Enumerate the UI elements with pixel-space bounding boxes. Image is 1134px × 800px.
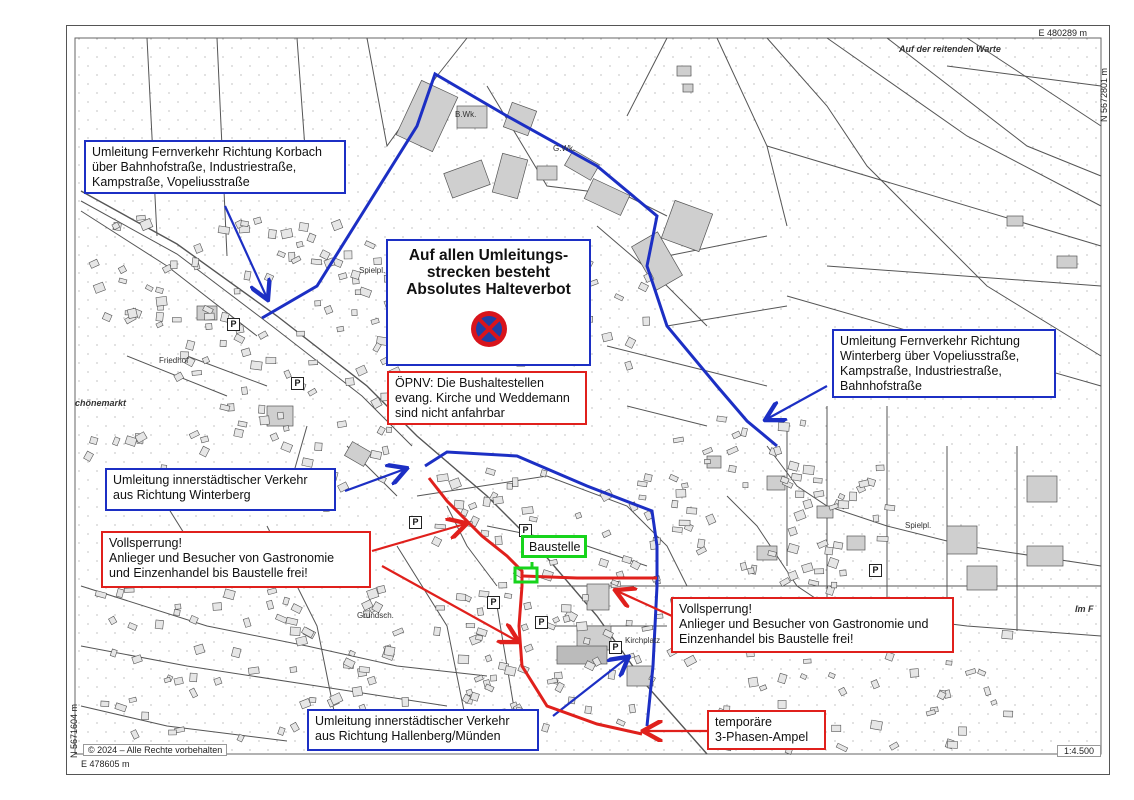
oepnv-line: sind nicht anfahrbar: [395, 406, 505, 420]
house: [490, 675, 496, 681]
house: [260, 416, 270, 425]
house: [436, 606, 445, 610]
house: [297, 331, 305, 336]
house: [576, 622, 587, 631]
oepnv-line: evang. Kirche und Weddemann: [395, 391, 570, 405]
house: [171, 261, 177, 269]
house: [204, 313, 214, 320]
house: [687, 508, 697, 515]
house: [629, 704, 636, 713]
house: [127, 308, 137, 318]
detour-innerstadt-winterberg-line: aus Richtung Winterberg: [113, 488, 251, 502]
ampel-line: 3-Phasen-Ampel: [715, 730, 809, 744]
house: [877, 536, 888, 541]
parking-icon: P: [291, 377, 304, 390]
vollsperrung-left-line: Anlieger und Besucher von Gastronomie: [109, 551, 335, 565]
detour-korbach-line: über Bahnhofstraße, Industriestraße,: [92, 160, 297, 174]
house: [175, 604, 181, 609]
house: [192, 258, 199, 267]
house: [585, 706, 592, 714]
coordinate-left-vertical: N 5671604 m: [69, 703, 79, 758]
house: [337, 421, 347, 428]
house: [838, 501, 849, 509]
house: [244, 271, 251, 280]
house: [910, 669, 919, 678]
house: [169, 730, 177, 735]
house: [136, 215, 145, 220]
label-im: Im F: [1075, 604, 1094, 614]
vollsperrung-right-line: Anlieger und Besucher von Gastronomie und: [679, 617, 929, 631]
house: [743, 483, 748, 488]
house: [814, 569, 823, 574]
house: [524, 602, 532, 610]
label-spielpl-1: Spielpl.: [359, 266, 386, 275]
house: [384, 646, 395, 656]
house: [315, 443, 323, 451]
copyright: © 2024 – Alle Rechte vorbehalten: [83, 744, 227, 756]
house: [475, 635, 482, 641]
label-spielpl-2: Spielpl.: [905, 521, 932, 530]
house: [507, 483, 512, 489]
house: [870, 720, 882, 730]
house: [466, 623, 475, 627]
house: [309, 697, 316, 702]
house: [156, 312, 164, 321]
house: [885, 505, 895, 511]
house: [435, 524, 446, 529]
detour-winterberg-line: Bahnhofstraße: [840, 379, 922, 393]
house: [563, 615, 570, 622]
house: [947, 741, 958, 748]
parking-icon: P: [227, 318, 240, 331]
detour-winterberg-fern-box: [832, 329, 1056, 398]
house: [477, 608, 484, 616]
house: [355, 290, 361, 295]
house: [218, 226, 230, 234]
vollsperrung-right-line: Einzenhandel bis Baustelle frei!: [679, 632, 854, 646]
house: [493, 496, 504, 504]
house: [192, 370, 202, 375]
ampel-box: [707, 710, 826, 750]
house: [352, 687, 363, 697]
house: [124, 588, 134, 592]
detour-innerstadt-winterberg-box: [105, 468, 336, 511]
house: [250, 361, 262, 370]
house: [190, 673, 198, 682]
vollsperrung-right-box: [671, 597, 954, 653]
halteverbot-line-1: Auf allen Umleitungs-: [408, 247, 569, 264]
house: [512, 478, 518, 487]
scale: 1:4.500: [1057, 745, 1101, 757]
house: [172, 318, 181, 322]
house: [639, 495, 646, 500]
house: [101, 701, 109, 707]
house: [582, 595, 588, 601]
house: [561, 605, 571, 613]
house: [748, 568, 755, 575]
house: [299, 222, 309, 231]
house: [241, 387, 247, 395]
house: [268, 229, 276, 238]
house: [495, 536, 502, 545]
detour-innerstadt-hallenberg-line: aus Richtung Hallenberg/Münden: [315, 729, 501, 743]
house: [958, 727, 966, 736]
house: [241, 221, 249, 227]
parking-icon: P: [609, 641, 622, 654]
parking-icon: P: [409, 516, 422, 529]
house: [637, 481, 647, 487]
no-stopping-sign-icon: [470, 310, 508, 348]
detour-innerstadt-winterberg-line: Umleitung innerstädtischer Verkehr: [113, 473, 308, 487]
house: [174, 609, 181, 615]
house: [434, 627, 441, 636]
house: [142, 712, 149, 720]
house: [626, 620, 632, 626]
halteverbot-line-2: strecken besteht: [426, 264, 551, 281]
house: [778, 422, 789, 431]
vollsperrung-left-line: und Einzenhandel bis Baustelle frei!: [109, 566, 308, 580]
house: [504, 593, 511, 598]
oepnv-line: ÖPNV: Die Bushaltestellen: [395, 376, 544, 390]
house: [795, 491, 804, 498]
house: [840, 570, 847, 576]
house: [402, 697, 409, 706]
label-reitende-warte: Auf der reitenden Warte: [899, 44, 1001, 54]
house: [791, 473, 802, 481]
house: [946, 661, 952, 666]
house: [437, 474, 449, 482]
vollsperrung-right-line: Vollsperrung!: [679, 602, 752, 616]
house: [778, 700, 786, 708]
house: [672, 500, 679, 508]
parking-icon: P: [519, 524, 532, 537]
house: [337, 326, 344, 332]
house: [850, 492, 857, 501]
house: [672, 527, 682, 533]
house: [156, 296, 167, 306]
house: [206, 323, 213, 329]
house: [832, 725, 841, 731]
baustelle-label: Baustelle: [521, 535, 587, 558]
parking-icon: P: [487, 596, 500, 609]
map-frame: [66, 25, 1110, 775]
ampel-line: temporäre: [715, 715, 772, 729]
house: [748, 677, 758, 687]
house: [676, 489, 686, 497]
house: [345, 378, 354, 386]
house: [803, 465, 815, 475]
oepnv-box: [387, 371, 587, 425]
house: [315, 301, 321, 306]
house: [290, 627, 300, 636]
detour-korbach-box: [84, 140, 346, 194]
house: [296, 241, 303, 247]
house: [359, 666, 370, 672]
cadastral-map: [67, 26, 1109, 774]
coordinate-right-vertical: N 5672801 m: [1099, 67, 1109, 122]
house: [825, 547, 833, 555]
house: [679, 520, 690, 526]
house: [800, 420, 806, 427]
house: [643, 317, 650, 325]
parking-icon: P: [535, 616, 548, 629]
house: [803, 659, 811, 664]
house: [873, 515, 879, 522]
detour-innerstadt-hallenberg-box: [307, 709, 539, 751]
house: [833, 542, 843, 550]
house: [740, 562, 747, 570]
house: [374, 258, 382, 265]
parking-icon: P: [869, 564, 882, 577]
house: [277, 412, 283, 419]
house: [456, 593, 466, 601]
detour-korbach-line: Umleitung Fernverkehr Richtung Korbach: [92, 145, 322, 159]
detour-winterberg-line: Winterberg über Vopeliusstraße,: [840, 349, 1020, 363]
house: [231, 647, 241, 657]
label-gwk: G.Wk.: [553, 144, 576, 153]
house: [1002, 630, 1013, 639]
coordinate-top-right: E 480289 m: [1038, 28, 1087, 38]
house: [290, 667, 297, 673]
house: [352, 310, 357, 316]
detour-winterberg-line: Kampstraße, Industriestraße,: [840, 364, 1002, 378]
vollsperrung-left-line: Vollsperrung!: [109, 536, 182, 550]
label-kirchplatz: Kirchplatz: [625, 636, 661, 645]
house: [728, 465, 736, 472]
detour-korbach-line: Kampstraße, Vopeliusstraße: [92, 175, 250, 189]
house: [831, 582, 836, 588]
house: [283, 425, 289, 431]
house: [681, 483, 688, 489]
house: [220, 340, 226, 346]
house: [234, 289, 240, 294]
house: [499, 582, 507, 588]
house: [344, 251, 352, 259]
house: [458, 655, 469, 664]
house: [309, 360, 318, 365]
house: [281, 228, 293, 238]
house: [1004, 711, 1013, 717]
label-friedhof: Friedhof: [159, 356, 189, 365]
coordinate-bottom-left: E 478605 m: [81, 759, 130, 769]
house: [234, 428, 244, 437]
house: [258, 405, 265, 413]
house: [704, 459, 710, 464]
house: [644, 474, 653, 482]
house: [717, 416, 727, 422]
detour-winterberg-line: Umleitung Fernverkehr Richtung: [840, 334, 1020, 348]
label-bwk: B.Wk.: [455, 110, 477, 119]
house: [213, 603, 222, 611]
house: [583, 638, 590, 645]
house: [311, 259, 322, 265]
halteverbot-line-3: Absolutes Halteverbot: [406, 281, 571, 298]
house: [248, 667, 259, 675]
label-grundsch: Grundsch.: [357, 611, 394, 620]
house: [813, 478, 822, 483]
house: [876, 465, 884, 471]
vollsperrung-left-box: [101, 531, 371, 588]
house: [266, 357, 276, 363]
house: [155, 620, 163, 629]
label-schoenemarkt: chönemarkt: [75, 398, 127, 408]
halteverbot-box: [386, 239, 591, 366]
detour-innerstadt-hallenberg-line: Umleitung innerstädtischer Verkehr: [315, 714, 510, 728]
house: [522, 507, 534, 515]
house: [386, 427, 391, 432]
